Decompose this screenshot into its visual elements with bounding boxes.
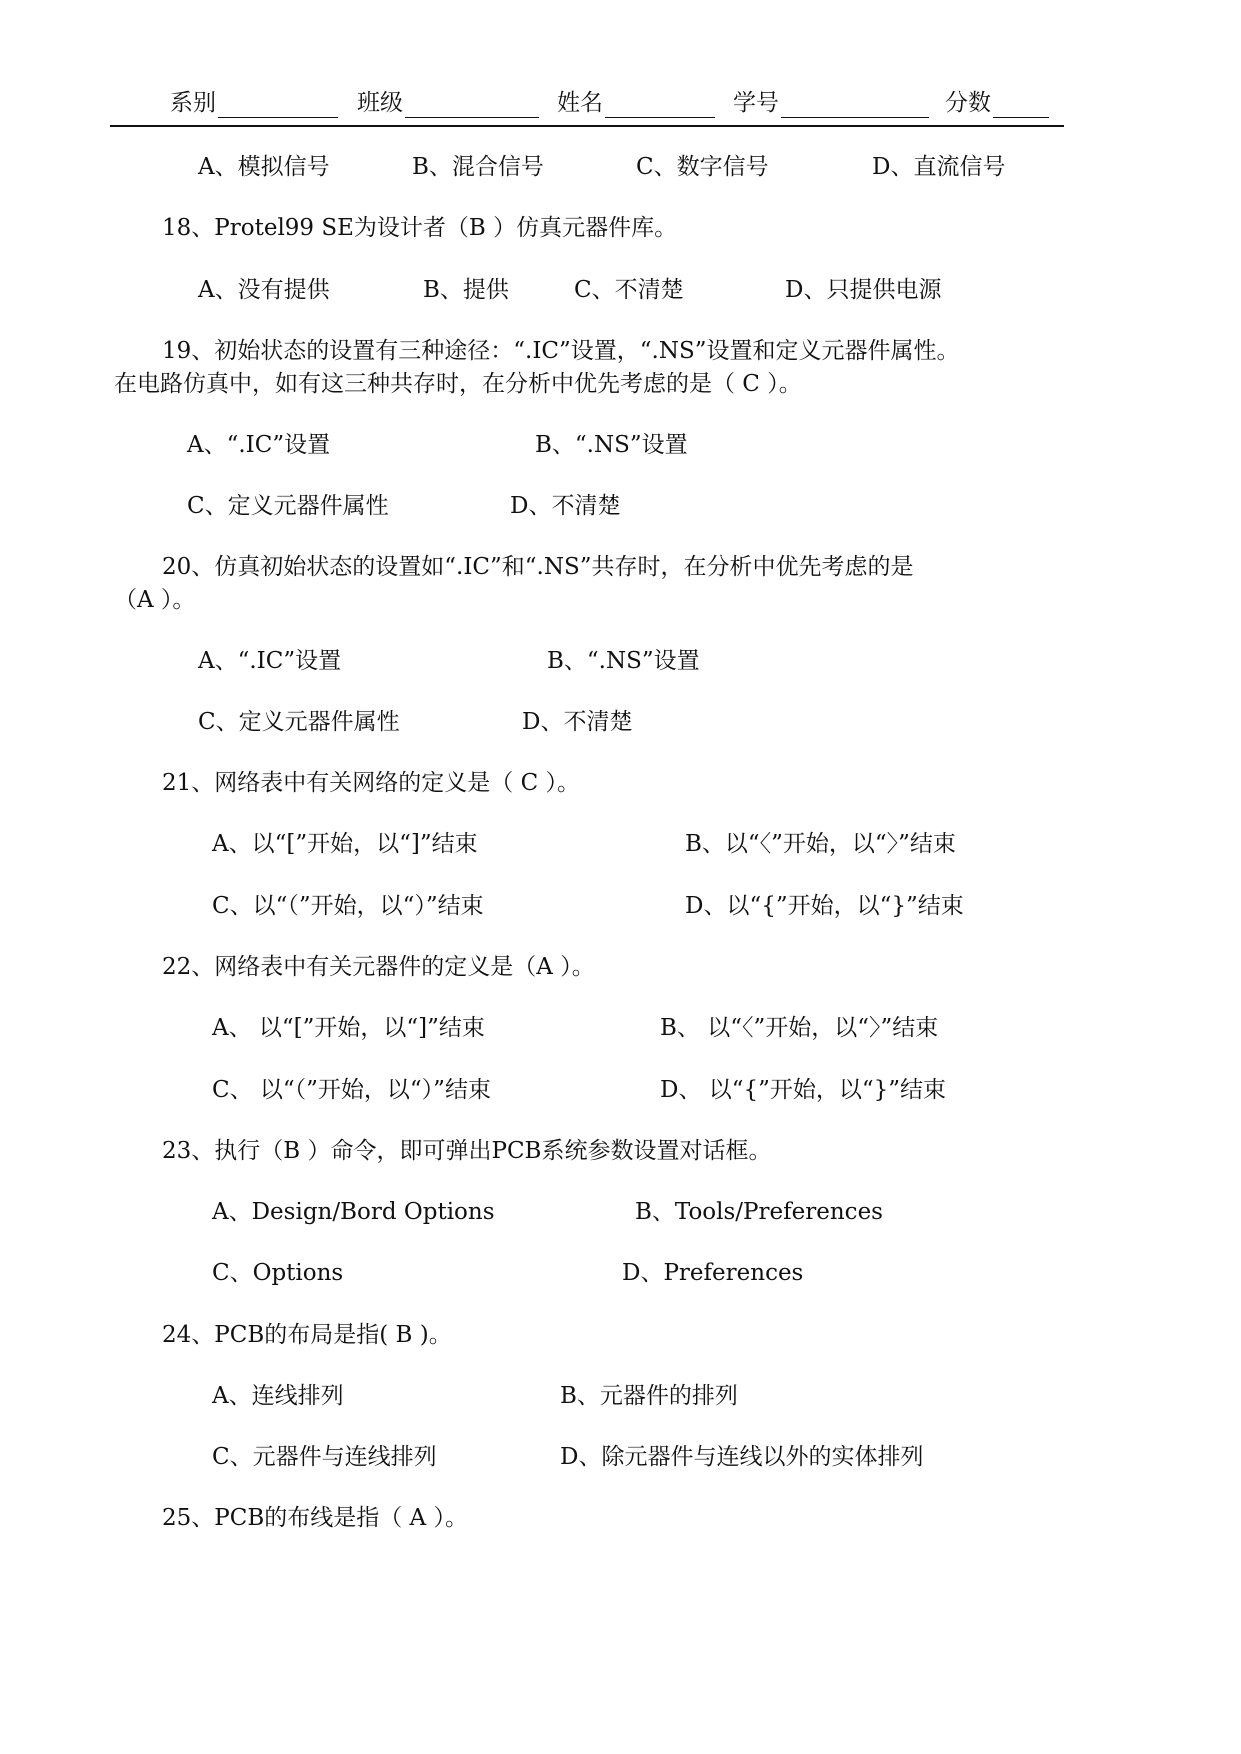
score-label: 分数 bbox=[945, 90, 991, 116]
dept-field bbox=[170, 88, 338, 118]
q17-option-c: C、数字信号 bbox=[636, 154, 769, 180]
q21-question: 21、网络表中有关网络的定义是（ C ）。 bbox=[162, 770, 580, 796]
q21-option-a: A、以“[”开始，以“]”结束 bbox=[212, 831, 478, 857]
q20-question-line1: 20、仿真初始状态的设置如“.IC”和“.NS”共存时，在分析中优先考虑的是 bbox=[162, 554, 914, 580]
student-info-header bbox=[0, 88, 1241, 128]
q19-option-c: C、定义元器件属性 bbox=[187, 493, 389, 519]
q24-option-d: D、除元器件与连线以外的实体排列 bbox=[560, 1444, 924, 1470]
name-label: 姓名 bbox=[557, 90, 603, 116]
name-blank bbox=[605, 93, 715, 118]
q18-question: 18、Protel99 SE为设计者（B ）仿真元器件库。 bbox=[162, 215, 678, 241]
q21-option-b: B、以“〈”开始，以“〉”结束 bbox=[685, 831, 956, 857]
q17-option-a: A、模拟信号 bbox=[198, 154, 330, 180]
class-label: 班级 bbox=[357, 90, 403, 116]
q23-option-b: B、Tools/Preferences bbox=[635, 1199, 883, 1225]
q23-option-a: A、Design/Bord Options bbox=[212, 1199, 495, 1225]
q21-option-d: D、以“{”开始，以“}”结束 bbox=[685, 893, 964, 919]
q19-question-line2: 在电路仿真中，如有这三种共存时，在分析中优先考虑的是（ C ）。 bbox=[114, 371, 802, 397]
q20-option-a: A、“.IC”设置 bbox=[198, 648, 342, 674]
score-field bbox=[945, 88, 1049, 118]
q24-option-a: A、连线排列 bbox=[212, 1383, 344, 1409]
q22-option-c: C、 以“（”开始，以“）”结束 bbox=[212, 1077, 491, 1103]
id-label: 学号 bbox=[733, 90, 779, 116]
q18-option-a: A、没有提供 bbox=[198, 277, 330, 303]
q18-option-d: D、只提供电源 bbox=[785, 277, 942, 303]
q22-question: 22、网络表中有关元器件的定义是（A ）。 bbox=[162, 954, 595, 980]
dept-label: 系别 bbox=[170, 90, 216, 116]
q19-option-d: D、不清楚 bbox=[510, 493, 621, 519]
q18-option-c: C、不清楚 bbox=[574, 277, 684, 303]
q20-question-line2: （A ）。 bbox=[114, 587, 196, 613]
q23-option-d: D、Preferences bbox=[622, 1260, 804, 1286]
dept-blank bbox=[218, 93, 338, 118]
q19-option-a: A、“.IC”设置 bbox=[187, 432, 331, 458]
name-field bbox=[557, 88, 715, 118]
score-blank bbox=[993, 93, 1049, 118]
q20-option-c: C、定义元器件属性 bbox=[198, 709, 400, 735]
q18-option-b: B、提供 bbox=[423, 277, 509, 303]
id-field bbox=[733, 88, 929, 118]
q22-option-d: D、 以“{”开始，以“}”结束 bbox=[660, 1077, 947, 1103]
q19-question-line1: 19、初始状态的设置有三种途径：“.IC”设置，“.NS”设置和定义元器件属性。 bbox=[162, 338, 960, 364]
class-blank bbox=[405, 93, 539, 118]
q24-option-c: C、元器件与连线排列 bbox=[212, 1444, 437, 1470]
q21-option-c: C、以“（”开始，以“）”结束 bbox=[212, 893, 484, 919]
q23-question: 23、执行（B ）命令，即可弹出PCB系统参数设置对话框。 bbox=[162, 1138, 772, 1164]
q19-option-b: B、“.NS”设置 bbox=[535, 432, 688, 458]
q22-option-a: A、 以“[”开始，以“]”结束 bbox=[212, 1015, 485, 1041]
q23-option-c: C、Options bbox=[212, 1260, 344, 1286]
q17-option-d: D、直流信号 bbox=[872, 154, 1006, 180]
q17-option-b: B、混合信号 bbox=[412, 154, 544, 180]
q24-question: 24、PCB的布局是指( B )。 bbox=[162, 1322, 452, 1348]
header-rule bbox=[110, 125, 1064, 127]
q22-option-b: B、 以“〈”开始，以“〉”结束 bbox=[660, 1015, 939, 1041]
q20-option-b: B、“.NS”设置 bbox=[547, 648, 700, 674]
q24-option-b: B、元器件的排列 bbox=[560, 1383, 738, 1409]
id-blank bbox=[781, 93, 929, 118]
class-field bbox=[357, 88, 539, 118]
q25-question: 25、PCB的布线是指（ A ）。 bbox=[162, 1505, 468, 1531]
q20-option-d: D、不清楚 bbox=[522, 709, 633, 735]
